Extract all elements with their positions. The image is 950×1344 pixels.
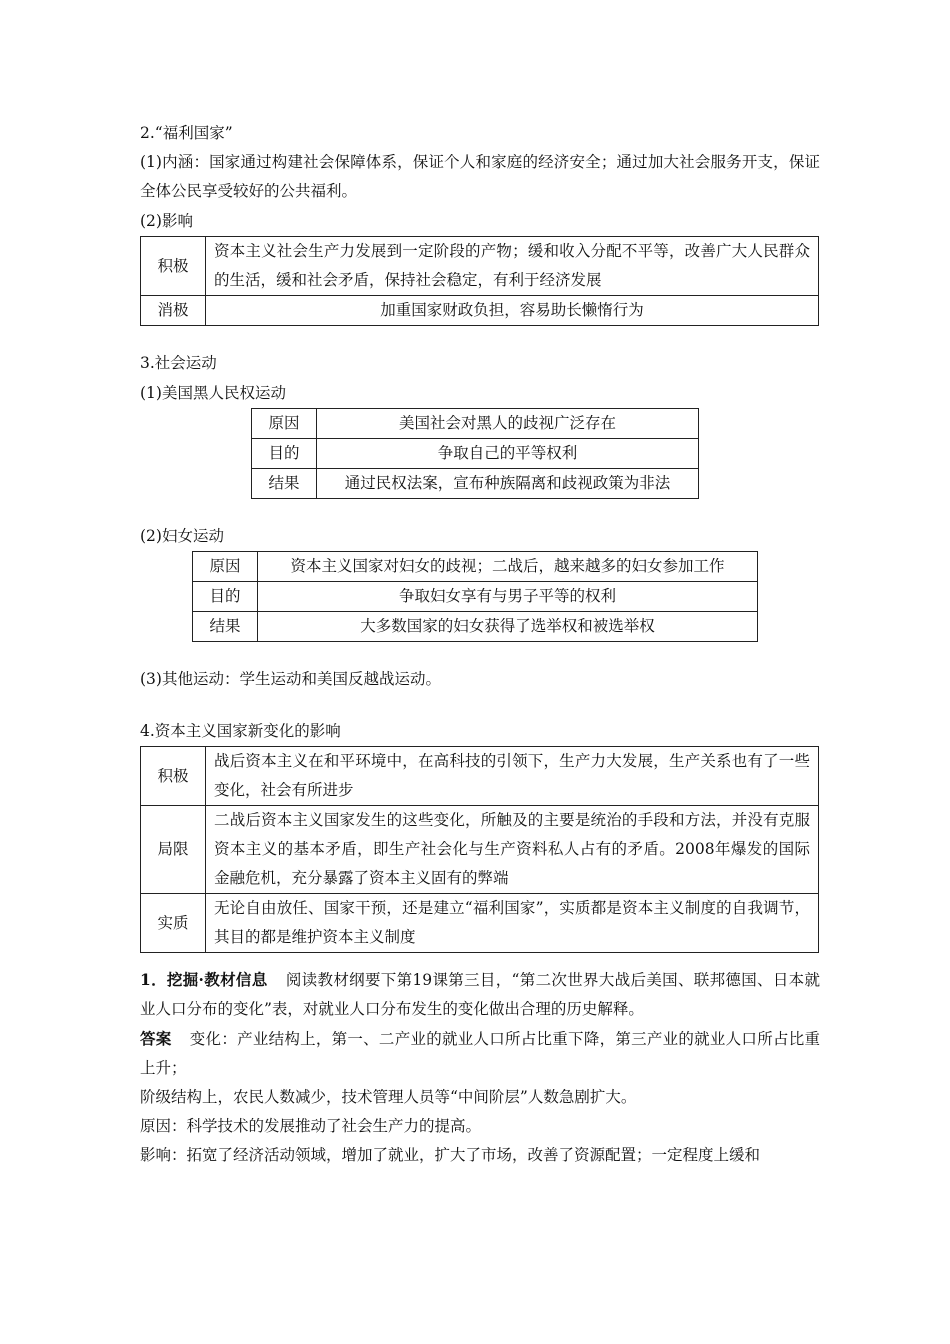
table-header-cell: 消极: [141, 296, 206, 326]
table-header-cell: 结果: [193, 612, 258, 642]
table-cell: 二战后资本主义国家发生的这些变化，所触及的主要是统治的手段和方法，并没有克服资本主义的基本矛盾，即生产社会化与生产资料私人占有的矛盾。2008年爆发的国际金融危机，充分暴露了资本主义固有的弊端: [206, 806, 819, 894]
table-row: [141, 806, 819, 894]
table-cell: 资本主义国家对妇女的歧视；二战后，越来越多的妇女参加工作: [258, 552, 758, 582]
section-4-title: 4.资本主义国家新变化的影响: [140, 722, 341, 740]
table-header-cell: 原因: [193, 552, 258, 582]
welfare-impact-table: [140, 236, 819, 326]
table-cell: 资本主义社会生产力发展到一定阶段的产物；缓和收入分配不平等，改善广大人民群众的生活，缓和社会矛盾，保持社会稳定，有利于经济发展: [206, 237, 819, 296]
table-row: [141, 237, 819, 296]
civil-rights-table: [251, 408, 699, 499]
exercise-label: 1．挖掘·教材信息: [140, 970, 268, 989]
table-header-cell: 原因: [252, 409, 317, 439]
answer-text-2: 阶级结构上，农民人数减少，技术管理人员等“中间阶层”人数急剧扩大。: [140, 1088, 637, 1106]
table-row: [193, 582, 758, 612]
section-3-title: 3.社会运动: [140, 354, 217, 372]
answer-label: 答案: [140, 1029, 172, 1048]
table-header-cell: 积极: [141, 747, 206, 806]
women-movement-table: [192, 551, 758, 642]
table-row: [252, 469, 699, 499]
answer-text-1: 变化：产业结构上，第一、二产业的就业人口所占比重下降，第三产业的就业人口所占比重上升；: [140, 1030, 820, 1077]
table-cell: 加重国家财政负担，容易助长懒惰行为: [206, 296, 819, 326]
table-cell: 无论自由放任、国家干预，还是建立“福利国家”，实质都是资本主义制度的自我调节，其目的都是维护资本主义制度: [206, 894, 819, 953]
answer-text-3: 原因：科学技术的发展推动了社会生产力的提高。: [140, 1117, 482, 1135]
welfare-definition: (1)内涵：国家通过构建社会保障体系，保证个人和家庭的经济安全；通过加大社会服务开支，保证全体公民享受较好的公共福利。: [140, 153, 820, 200]
welfare-impact-title: (2)影响: [140, 212, 193, 230]
answer-paragraph: [140, 1024, 820, 1083]
table-cell: 美国社会对黑人的歧视广泛存在: [317, 409, 699, 439]
table-cell: 通过民权法案，宣布种族隔离和歧视政策为非法: [317, 469, 699, 499]
section-2-title: 2.“福利国家”: [140, 124, 233, 142]
women-movement-title: (2)妇女运动: [140, 527, 224, 545]
table-cell: 战后资本主义在和平环境中，在高科技的引领下，生产力大发展，生产关系也有了一些变化，社会有所进步: [206, 747, 819, 806]
table-header-cell: 目的: [193, 582, 258, 612]
table-header-cell: 结果: [252, 469, 317, 499]
table-cell: 争取自己的平等权利: [317, 439, 699, 469]
table-row: [193, 612, 758, 642]
table-row: [141, 747, 819, 806]
exercise-question-text: 阅读教材纲要下第19课第三目，“第二次世界大战后美国、联邦德国、日本就业人口分布的变化”表，对就业人口分布发生的变化做出合理的历史解释。: [140, 971, 820, 1018]
table-row: [252, 439, 699, 469]
table-header-cell: 目的: [252, 439, 317, 469]
table-row: [193, 552, 758, 582]
table-cell: 争取妇女享有与男子平等的权利: [258, 582, 758, 612]
table-row: [141, 894, 819, 953]
exercise-question: [140, 965, 820, 1024]
new-changes-table: [140, 746, 819, 953]
other-movements: (3)其他运动：学生运动和美国反越战运动。: [140, 670, 441, 688]
table-header-cell: 实质: [141, 894, 206, 953]
table-cell: 大多数国家的妇女获得了选举权和被选举权: [258, 612, 758, 642]
table-header-cell: 局限: [141, 806, 206, 894]
table-row: [141, 296, 819, 326]
civil-rights-title: (1)美国黑人民权运动: [140, 384, 286, 402]
document-page: [140, 118, 820, 1170]
table-header-cell: 积极: [141, 237, 206, 296]
table-row: [252, 409, 699, 439]
answer-text-4: 影响：拓宽了经济活动领域，增加了就业，扩大了市场，改善了资源配置；一定程度上缓和: [140, 1146, 761, 1164]
